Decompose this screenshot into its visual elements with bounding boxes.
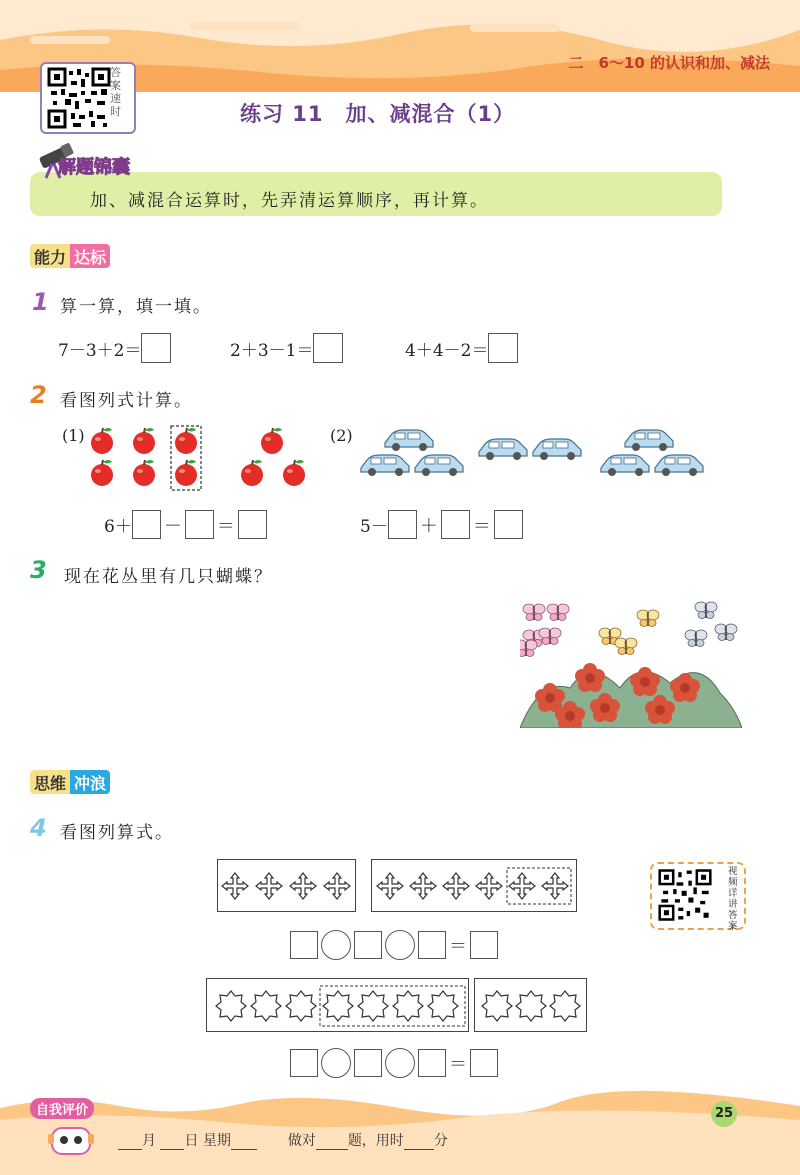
question-4-number: 4	[30, 814, 47, 842]
answer-qr-label: 答案速时	[110, 66, 121, 118]
crosses-frame-right	[371, 859, 577, 912]
answer-box[interactable]	[488, 333, 518, 363]
apple-icon	[283, 460, 305, 486]
answer-box[interactable]	[354, 1049, 382, 1077]
cars-illustration	[355, 424, 715, 484]
question-1-number: 1	[32, 288, 49, 316]
minus-sign: －	[163, 515, 182, 537]
answer-box[interactable]	[141, 333, 171, 363]
q1-equation-1-text: 7－3＋2＝	[58, 340, 142, 361]
equals-sign: ＝	[449, 1054, 467, 1075]
week-label: 星期	[202, 1133, 231, 1149]
star-icon	[516, 991, 546, 1021]
butterfly-icon	[520, 640, 537, 657]
q2-equation-1	[104, 510, 267, 539]
operator-circle[interactable]	[321, 1048, 351, 1078]
star-icon	[550, 991, 580, 1021]
q2-equation-2	[360, 510, 523, 539]
stars-frame-right	[474, 978, 587, 1032]
star-icon	[482, 991, 512, 1021]
question-3-number: 3	[30, 556, 47, 584]
q4-equation-1	[290, 930, 498, 960]
answer-box[interactable]	[470, 1049, 498, 1077]
week-blank[interactable]	[231, 1135, 257, 1150]
section-thinking-part-b: 冲浪	[70, 770, 110, 794]
star-icon	[393, 991, 423, 1021]
star-icon	[216, 991, 246, 1021]
answer-box[interactable]	[388, 510, 417, 539]
cross-arrow-icon	[222, 873, 248, 899]
q1-equation-3	[405, 333, 518, 363]
question-3-text: 现在花丛里有几只蝴蝶？	[64, 567, 273, 587]
answer-box[interactable]	[470, 931, 498, 959]
q4-equation-2	[290, 1048, 498, 1078]
q2-part2-label: (2)	[330, 426, 353, 445]
time-blank[interactable]	[404, 1135, 434, 1150]
question-4-text: 看图列算式。	[60, 823, 174, 843]
section-thinking	[30, 770, 110, 794]
apple-icon	[133, 460, 155, 486]
answer-box[interactable]	[290, 1049, 318, 1077]
answer-box[interactable]	[238, 510, 267, 539]
star-icon	[358, 991, 388, 1021]
answer-box[interactable]	[313, 333, 343, 363]
page-number: 25	[711, 1101, 737, 1127]
car-icon	[533, 439, 581, 460]
apple-icon	[91, 460, 113, 486]
butterfly-icon	[715, 624, 737, 641]
butterfly-icon	[523, 604, 545, 621]
apple-icon	[261, 428, 283, 454]
page-title: 练习 11 加、减混合（1）	[240, 102, 516, 126]
cross-arrow-icon	[509, 873, 535, 899]
q1-equation-1	[58, 333, 171, 363]
butterfly-icon	[539, 628, 561, 645]
answer-box[interactable]	[185, 510, 214, 539]
answer-box[interactable]	[132, 510, 161, 539]
crosses-frame-left	[217, 859, 356, 912]
butterflies-flowers-illustration	[520, 598, 742, 728]
apple-icon	[133, 428, 155, 454]
butterfly-icon	[615, 638, 637, 655]
car-icon	[625, 430, 673, 451]
question-2-number: 2	[30, 381, 47, 409]
operator-circle[interactable]	[385, 1048, 415, 1078]
cross-arrow-icon	[290, 873, 316, 899]
car-icon	[601, 455, 649, 476]
cross-arrow-icon	[377, 873, 403, 899]
tip-text: 加、减混合运算时，先弄清运算顺序，再计算。	[90, 191, 489, 211]
answer-box[interactable]	[441, 510, 470, 539]
apples-illustration	[84, 422, 324, 494]
section-ability-part-b: 达标	[70, 244, 110, 268]
butterfly-icon	[547, 604, 569, 621]
crosses-group-right	[372, 860, 578, 913]
question-1-text: 算一算，填一填。	[60, 297, 212, 317]
month-blank[interactable]	[118, 1135, 142, 1150]
cross-arrow-icon	[443, 873, 469, 899]
q2-eq2-start: 5－	[360, 517, 388, 537]
q1-equation-2-text: 2＋3－1＝	[230, 340, 314, 361]
apple-icon	[91, 428, 113, 454]
cross-arrow-icon	[410, 873, 436, 899]
month-label: 月	[142, 1133, 156, 1149]
video-qr-code[interactable]	[650, 862, 746, 930]
q2-eq1-start: 6＋	[104, 517, 132, 537]
stars-group-right	[475, 979, 588, 1033]
car-icon	[655, 455, 703, 476]
section-ability-part-a: 能力	[30, 244, 70, 268]
operator-circle[interactable]	[385, 930, 415, 960]
apple-icon	[175, 460, 197, 486]
star-icon	[323, 991, 353, 1021]
qr-code-icon	[47, 67, 111, 129]
section-ability	[30, 244, 110, 268]
apple-icon	[175, 428, 197, 454]
answer-box[interactable]	[494, 510, 523, 539]
star-icon	[286, 991, 316, 1021]
tip-title: 解题锦囊	[58, 157, 130, 178]
footer-record-line	[118, 1130, 448, 1150]
crosses-group-left	[218, 860, 357, 913]
answer-box[interactable]	[418, 931, 446, 959]
cross-arrow-icon	[476, 873, 502, 899]
plus-sign: ＋	[419, 515, 438, 537]
cross-arrow-icon	[542, 873, 568, 899]
equals-sign: ＝	[216, 515, 235, 537]
flower-icon	[575, 663, 605, 692]
answer-box[interactable]	[354, 931, 382, 959]
robot-mascot-icon	[46, 1120, 96, 1160]
flower-icon	[630, 667, 660, 696]
car-icon	[479, 439, 527, 460]
star-icon	[428, 991, 458, 1021]
correct-count-blank[interactable]	[316, 1135, 348, 1150]
section-thinking-part-a: 思维	[30, 770, 70, 794]
car-icon	[385, 430, 433, 451]
butterfly-icon	[637, 610, 659, 627]
correct-label: 做对	[287, 1133, 316, 1149]
apple-icon	[241, 460, 263, 486]
car-icon	[415, 455, 463, 476]
butterfly-icon	[685, 630, 707, 647]
answer-box[interactable]	[418, 1049, 446, 1077]
equals-sign: ＝	[449, 936, 467, 957]
q1-equation-3-text: 4＋4－2＝	[405, 340, 489, 361]
cross-arrow-icon	[324, 873, 350, 899]
cross-arrow-icon	[256, 873, 282, 899]
car-icon	[361, 455, 409, 476]
day-label: 日	[184, 1133, 199, 1149]
minutes-label: 分	[433, 1133, 448, 1149]
stars-frame-left	[206, 978, 469, 1032]
self-evaluation-badge: 自我评价	[30, 1098, 94, 1119]
answer-box[interactable]	[290, 931, 318, 959]
star-icon	[251, 991, 281, 1021]
chapter-heading: 二 6～10 的认识和加、减法	[568, 54, 770, 72]
time-used-label: 题，用时	[347, 1133, 404, 1149]
qr-code-icon	[658, 868, 712, 922]
video-qr-label: 视频详讲答案	[728, 866, 738, 932]
operator-circle[interactable]	[321, 930, 351, 960]
butterfly-icon	[695, 602, 717, 619]
q1-equation-2	[230, 333, 343, 363]
question-2-text: 看图列式计算。	[60, 391, 193, 411]
q2-part1-label: (1)	[62, 426, 85, 445]
stars-group-left	[207, 979, 470, 1033]
day-blank[interactable]	[160, 1135, 184, 1150]
equals-sign: ＝	[472, 515, 491, 537]
